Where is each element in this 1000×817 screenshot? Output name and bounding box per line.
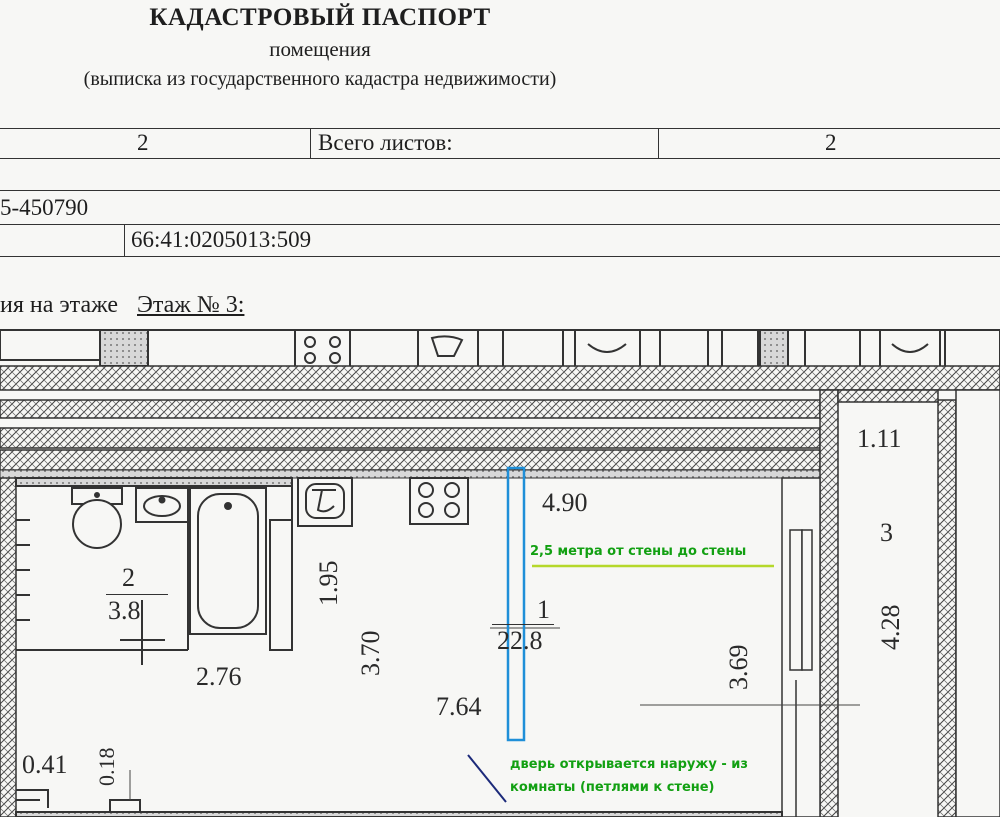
total-sheets-value: 2	[825, 130, 837, 155]
room-1-divider	[492, 624, 554, 625]
partial-number: 5-450790	[0, 195, 89, 220]
kitchen-sink-icon	[298, 478, 352, 526]
floor-line-prefix: ия на этаже	[0, 292, 119, 318]
dimension-764: 7.64	[436, 692, 482, 721]
room-2-number: 2	[122, 563, 135, 592]
sink-icon	[136, 488, 188, 522]
room-3-number: 3	[880, 518, 893, 547]
room-1-number: 1	[537, 595, 550, 624]
dimension-018: 0.18	[94, 747, 119, 786]
document-subtitle-note: (выписка из государственного кадастра недвижимости)	[83, 68, 557, 90]
dimension-195: 1.95	[314, 560, 343, 606]
wall-distance-note: 2,5 метра от стены до стены	[530, 544, 747, 559]
dimension-369: 3.69	[724, 644, 753, 690]
stove-icon	[410, 478, 468, 524]
cadastral-number: 66:41:0205013:509	[131, 227, 312, 252]
room-2-divider	[106, 594, 168, 595]
floor-label: Этаж № 3:	[137, 292, 245, 318]
room-1-area: 22.8	[497, 626, 543, 655]
document-title: КАДАСТРОВЫЙ ПАСПОРТ	[149, 4, 491, 31]
sheet-number: 2	[137, 130, 149, 155]
dimension-490: 4.90	[542, 488, 588, 517]
dimension-276: 2.76	[196, 662, 242, 691]
door-note-line-1: дверь открывается наружу - из	[510, 757, 748, 772]
document-subtitle: помещения	[269, 37, 371, 61]
room-2-area: 3.8	[108, 596, 141, 625]
total-sheets-label: Всего листов:	[318, 130, 453, 155]
upper-units	[0, 330, 1000, 368]
room-3-dimension: 4.28	[876, 604, 905, 650]
toilet-icon	[72, 488, 122, 548]
room-3-area-value: 1.11	[857, 424, 902, 453]
door-note-line-2: комнаты (петлями к стене)	[510, 780, 715, 795]
measured-span-highlight	[508, 468, 524, 740]
dimension-041: 0.41	[22, 750, 68, 779]
dimension-370: 3.70	[356, 630, 385, 676]
bathtub-icon	[190, 488, 266, 634]
